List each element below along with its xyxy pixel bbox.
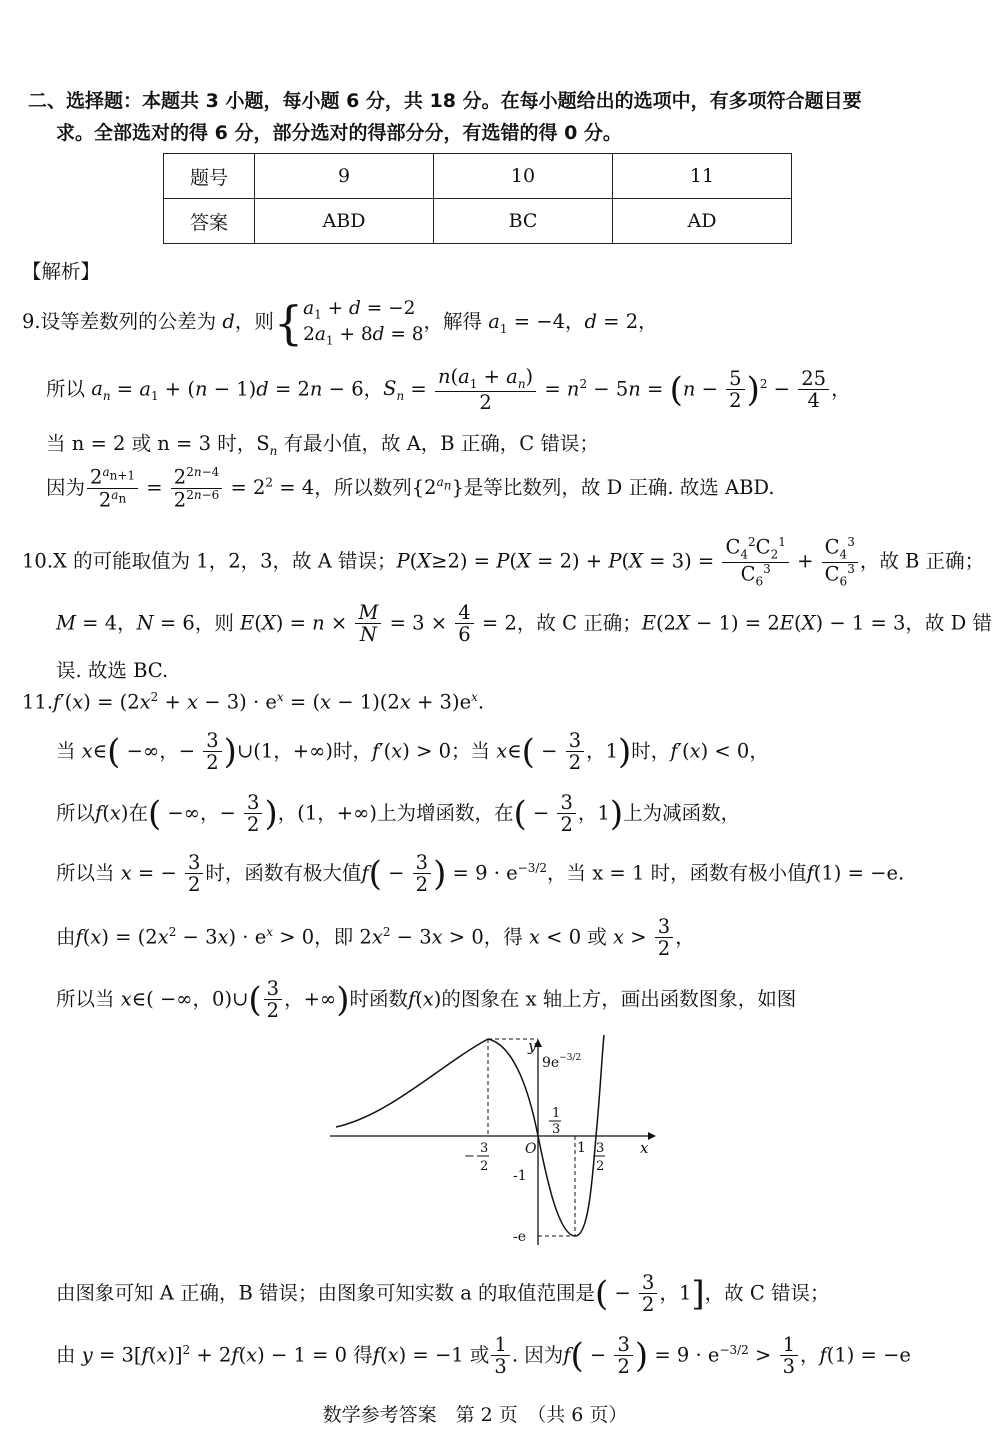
- q11-so-when2: 所以当: [56, 987, 115, 1011]
- q11-above: 的图象在 x 轴上方，画出函数图象，如图: [441, 987, 797, 1011]
- q11-ie: 即: [333, 925, 354, 949]
- q11-line2: 当 x∈( −∞，− $\frac{3}{2}$ )∪(1，+∞)时，f′(x) > 0；当 x∈( − $\frac{3}{2}$ ，1)时，f′(x) < 0，: [56, 729, 769, 775]
- q11-line1: $11.f'(x) = (2x^2 + x - 3) \cdot e^x = (x - 1)(2x + 3)e^x$.: [22, 690, 485, 714]
- section-heading-cont: 求。全部选对的得 6 分，部分选对的得部分分，有选错的得 0 分。: [56, 122, 622, 144]
- table-cell: BC: [434, 199, 613, 244]
- answer-table: [163, 153, 792, 244]
- page-footer: 数学参考答案 第 2 页 （共 6 页）: [322, 1404, 628, 1426]
- q9-line2: 所以 $a_n = a_1 + (n - 1)d = 2n - 6$，$S_n$ = $\frac{n(a_1 + a_n)}{2}$ = $n^2 - 5n = (n$ − $\frac{5}{2}$ )$^2$ − $\frac{25}{4}$ ，: [46, 365, 851, 415]
- q9-min-text-b: 有最小值，故 A，B 正确，C 错误；: [283, 432, 599, 455]
- q9-number: 9.: [22, 310, 41, 334]
- q11-number: 11.: [22, 690, 54, 714]
- q9-min-text: 当 n = 2 或 n = 3 时，S: [46, 432, 270, 455]
- analysis-label: 【解析】: [22, 260, 101, 283]
- svg-text:3: 3: [480, 1141, 489, 1156]
- q11-min: 当 x = 1 时，函数有极小值: [566, 861, 807, 885]
- q11-func: 时函数: [349, 987, 408, 1011]
- q11-get2: 得: [353, 1343, 373, 1367]
- q11-line8: 由 $y = 3[f(x)]^2 + 2f(x) - 1 = 0$ 得f(x) = −1 或 $\frac{1}{3}$ . 因为f( − $\frac{3}{2}$ ) = $9 \cdot e^{-3/2}$ > $\frac{1}{3}$ ，f(1) = −e: [56, 1333, 911, 1379]
- function-graph: [330, 1035, 660, 1255]
- table-cell: 10: [434, 154, 613, 199]
- y-axis-label: y: [528, 1037, 537, 1055]
- section-heading: 二、选择题：本题共 3 小题，每小题 6 分，共 18 分。在每小题给出的选项中，有多项符合题目要: [28, 90, 862, 112]
- origin-label: O: [525, 1141, 537, 1157]
- table-cell: 11: [613, 154, 792, 199]
- equation-system: { $a_1 + d = -2$ $2a_1 + 8d = 8$: [273, 295, 424, 350]
- q11-range: 由图象可知 A 正确，B 错误；由图象可知实数 a 的取值范围是: [56, 1281, 596, 1305]
- max-value-label: 9e−3/2: [542, 1053, 582, 1071]
- q9-line1: 9.设等差数列的公差为 d，则 { $a_1 + d = -2$ $2a_1 + 8d = 8$ ，解得 $a_1 = -4$，d = 2，: [22, 295, 658, 350]
- q10-line2: M = 4，N = 6，则 E(X) = n × $\frac{M}{N}$ = 3 × $\frac{4}{6}$ = 2，故 C 正确；E(2X − 1) = 2E(X) − 1 = 3，故 D 错: [56, 601, 992, 647]
- q9-conclusion: 是等比数列，故 D 正确. 故选 ABD.: [463, 475, 775, 499]
- svg-text:3: 3: [596, 1141, 605, 1156]
- q11-line6: 所以当 x∈( −∞，0)∪( $\frac{3}{2}$ ，+∞)时函数f(x)的图象在 x 轴上方，画出函数图象，如图: [56, 977, 797, 1023]
- table-cell: AD: [613, 199, 792, 244]
- q11-from2: 由: [56, 1343, 76, 1367]
- q11-line4: 所以当 x = − $\frac{3}{2}$ 时，函数有极大值f( − $\frac{3}{2}$ ) = $9 \cdot e^{-3/2}$，当 x = 1 时，函数有极小值f(1) = −e.: [56, 851, 905, 897]
- q11-then: 时，: [332, 739, 372, 763]
- neg-e-label: -e: [513, 1229, 527, 1245]
- neg-one-label: -1: [513, 1168, 527, 1184]
- q11-so: 所以: [56, 801, 96, 825]
- q10-line3: 误. 故选 BC.: [56, 659, 169, 682]
- q9-because: 因为: [46, 475, 86, 499]
- q11-line7: 由图象可知 A 正确，B 错误；由图象可知实数 a 的取值范围是( − $\frac{3}{2}$ ，1]，故 C 错误；: [56, 1271, 830, 1317]
- neg-three-halves-label: [464, 1141, 489, 1174]
- x-axis-label: x: [640, 1139, 649, 1157]
- q10-d: 故 D 错: [924, 611, 992, 635]
- table-header-cell: 答案: [164, 199, 255, 244]
- q10-a: X 的可能取值为 1，2，3，故 A 错误；: [53, 549, 397, 573]
- q11-get: 得: [503, 925, 523, 949]
- q9-line3: 当 n = 2 或 n = 3 时，$S_n$ 有最小值，故 A，B 正确，C 错误；: [46, 432, 599, 458]
- q11-c-wrong: 故 C 错误；: [724, 1281, 830, 1305]
- svg-text:1: 1: [552, 1106, 561, 1121]
- q10-b: 故 B 正确；: [879, 549, 985, 573]
- q11-from: 由: [56, 925, 76, 949]
- one-label: 1: [577, 1140, 586, 1156]
- q11-so-when: 所以当: [56, 861, 115, 885]
- q11-max: 时，函数有极大值: [205, 861, 362, 885]
- q9-line4: 因为 $\frac{2^{a_{n+1}}}{2^{a_n}}$ = $\frac{2^{2n-4}}{2^{2n-6}}$ = $2^2 = 4$，所以数列$\{2^{a_n}\}$是等比数列，故 D 正确. 故选 ABD.: [46, 465, 775, 512]
- q10-number: 10.: [22, 549, 54, 573]
- q10-c: 故 C 正确；: [536, 611, 642, 635]
- q11-when2: ；当: [451, 739, 491, 763]
- table-cell: 9: [255, 154, 434, 199]
- table-row: [164, 199, 792, 244]
- svg-text:3: 3: [552, 1122, 561, 1137]
- one-third-label: [549, 1106, 561, 1137]
- table-cell: ABD: [255, 199, 434, 244]
- svg-text:−: −: [464, 1149, 475, 1164]
- q11-because2: 因为: [524, 1343, 564, 1367]
- q9-intro: 设等差数列的公差为: [40, 310, 217, 334]
- x-axis-arrow: [648, 1132, 656, 1140]
- q11-when: 当: [56, 739, 76, 763]
- svg-text:2: 2: [480, 1159, 489, 1174]
- q9-solved: 解得: [443, 310, 483, 334]
- q9-sequence: 所以数列: [333, 475, 412, 499]
- table-header-cell: 题号: [164, 154, 255, 199]
- q11-increasing: 上为增函数，在: [376, 801, 514, 825]
- q11-line3: 所以f(x)在( −∞，− $\frac{3}{2}$ )，(1，+∞)上为增函数，在( − $\frac{3}{2}$ ，1)上为减函数，: [56, 791, 741, 837]
- q11-line5: 由$f(x) = (2x^2 - 3x) \cdot e^x > 0$，即 $2x^2 - 3x > 0$，得 x < 0 或 x > $\frac{3}{2}$ ，: [56, 915, 695, 961]
- q10-line1: 10.X 的可能取值为 1，2，3，故 A 错误；P(X≥2) = P(X = 2) + P(X = 3) = $\frac{C_4^2C_2^1}{C_6^3}$ + $\frac{C_4^3}{C_6^3}$ ，故 B 正确；: [22, 535, 985, 588]
- q11-decreasing: 上为减函数，: [623, 801, 741, 825]
- table-row: [164, 154, 792, 199]
- svg-text:2: 2: [596, 1159, 605, 1174]
